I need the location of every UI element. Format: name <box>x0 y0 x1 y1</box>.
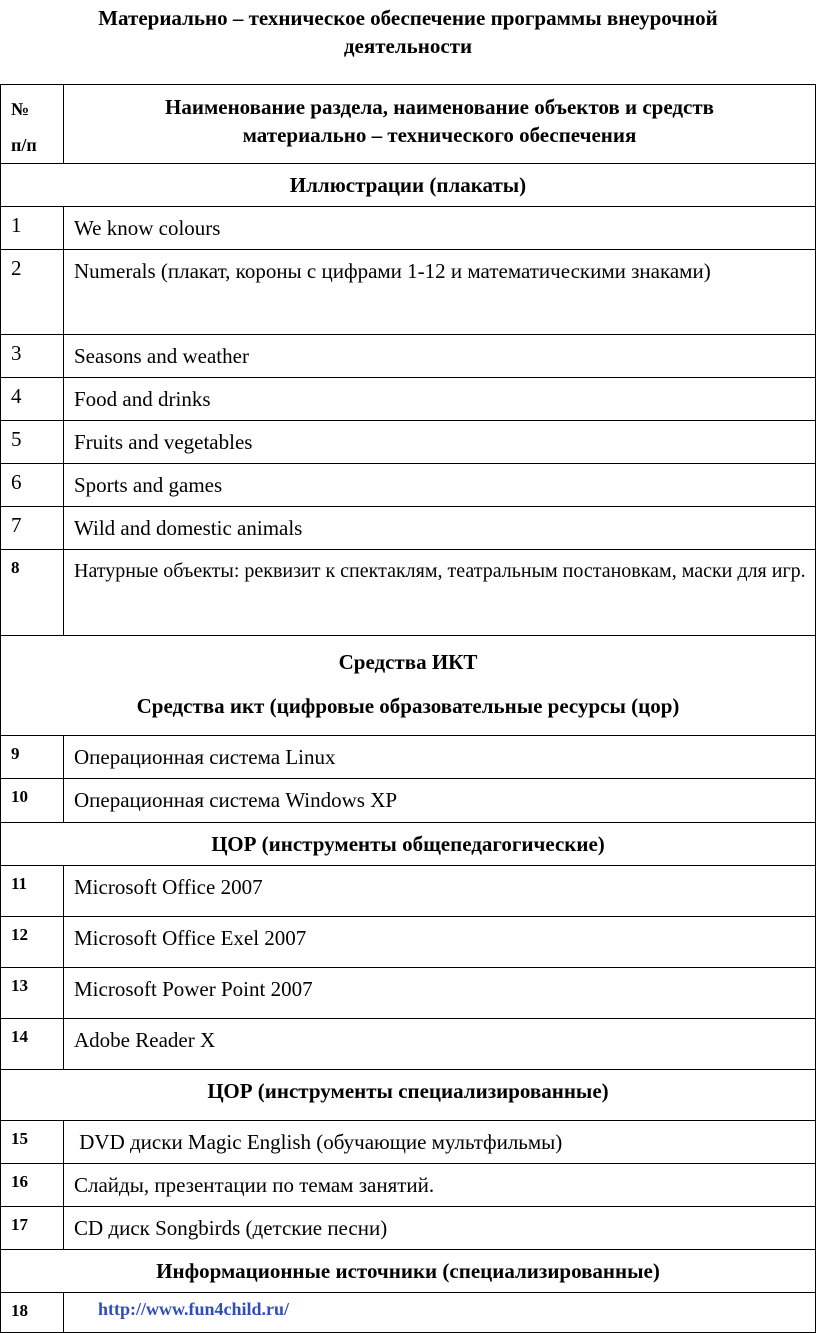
header-number-symbol: № <box>11 99 30 119</box>
row-number: 8 <box>1 550 64 636</box>
table-row <box>1 866 816 917</box>
row-text: DVD диски Magic English (обучающие мультфильмы) <box>64 1121 816 1164</box>
table-row <box>1 507 816 550</box>
row-text: Fruits and vegetables <box>64 421 816 464</box>
header-name-line-1: Наименование раздела, наименование объектов и средств <box>165 95 714 119</box>
row-text: Слайды, презентации по темам занятий. <box>64 1164 816 1207</box>
table-row <box>1 250 816 335</box>
row-text: We know colours <box>64 207 816 250</box>
row-number: 6 <box>1 464 64 507</box>
row-number: 16 <box>1 1164 64 1207</box>
row-number: 10 <box>1 779 64 823</box>
row-number: 5 <box>1 421 64 464</box>
row-text: Wild and domestic animals <box>64 507 816 550</box>
table-row <box>1 421 816 464</box>
row-text: Microsoft Power Point 2007 <box>64 968 816 1019</box>
section-general-tools: ЦОР (инструменты общепедагогические) <box>1 823 816 866</box>
row-number: 12 <box>1 917 64 968</box>
row-number: 11 <box>1 866 64 917</box>
section-row <box>1 823 816 866</box>
row-number: 4 <box>1 378 64 421</box>
row-text: Microsoft Office 2007 <box>64 866 816 917</box>
table-row <box>1 550 816 636</box>
table-row <box>1 335 816 378</box>
website-link[interactable]: http://www.fun4child.ru/ <box>64 1293 816 1333</box>
row-number: 9 <box>1 736 64 779</box>
table-header-row <box>1 85 816 164</box>
section-information-sources: Информационные источники (специализированные) <box>1 1250 816 1293</box>
row-text: Adobe Reader X <box>64 1019 816 1070</box>
table-row <box>1 378 816 421</box>
row-text: Операционная система Linux <box>64 736 816 779</box>
section-ict-title: Средства ИКТ <box>338 650 478 674</box>
row-text: CD диск Songbirds (детские песни) <box>64 1207 816 1250</box>
table-row <box>1 1164 816 1207</box>
section-row <box>1 636 816 736</box>
header-number-cell <box>1 85 64 164</box>
row-number: 7 <box>1 507 64 550</box>
row-number: 14 <box>1 1019 64 1070</box>
row-text: Food and drinks <box>64 378 816 421</box>
row-text: Microsoft Office Exel 2007 <box>64 917 816 968</box>
table-row <box>1 779 816 823</box>
title-line-2: деятельности <box>343 34 473 58</box>
row-number: 2 <box>1 250 64 335</box>
section-ict-subtitle: Средства икт (цифровые образовательные ресурсы (цор) <box>136 694 680 718</box>
table-row <box>1 736 816 779</box>
section-row <box>1 164 816 207</box>
section-row <box>1 1070 816 1121</box>
header-name-line-2: материально – технического обеспечения <box>242 123 637 147</box>
section-illustrations: Иллюстрации (плакаты) <box>1 164 816 207</box>
row-text: Sports and games <box>64 464 816 507</box>
header-name-cell <box>64 85 816 164</box>
row-number: 18 <box>1 1293 64 1333</box>
document-title <box>0 4 816 60</box>
row-text: Numerals (плакат, короны с цифрами 1-12 и математическими знаками) <box>64 250 816 335</box>
table-row <box>1 207 816 250</box>
table-row <box>1 917 816 968</box>
row-text: Натурные объекты: реквизит к спектаклям, театральным постановкам, маски для игр. <box>64 550 816 636</box>
table-row <box>1 1019 816 1070</box>
row-number: 17 <box>1 1207 64 1250</box>
row-number: 3 <box>1 335 64 378</box>
row-text: Операционная система Windows XP <box>64 779 816 823</box>
row-text: Seasons and weather <box>64 335 816 378</box>
section-ict <box>1 636 816 736</box>
table-row <box>1 1207 816 1250</box>
title-line-1: Материально – техническое обеспечение программы внеурочной <box>98 6 718 30</box>
table-row <box>1 464 816 507</box>
row-number: 13 <box>1 968 64 1019</box>
resources-table <box>0 84 816 1333</box>
table-row <box>1 968 816 1019</box>
row-number: 1 <box>1 207 64 250</box>
header-number-abbrev: п/п <box>11 135 37 155</box>
table-row <box>1 1293 816 1333</box>
section-row <box>1 1250 816 1293</box>
table-row <box>1 1121 816 1164</box>
row-number: 15 <box>1 1121 64 1164</box>
section-specialized-tools: ЦОР (инструменты специализированные) <box>1 1070 816 1121</box>
